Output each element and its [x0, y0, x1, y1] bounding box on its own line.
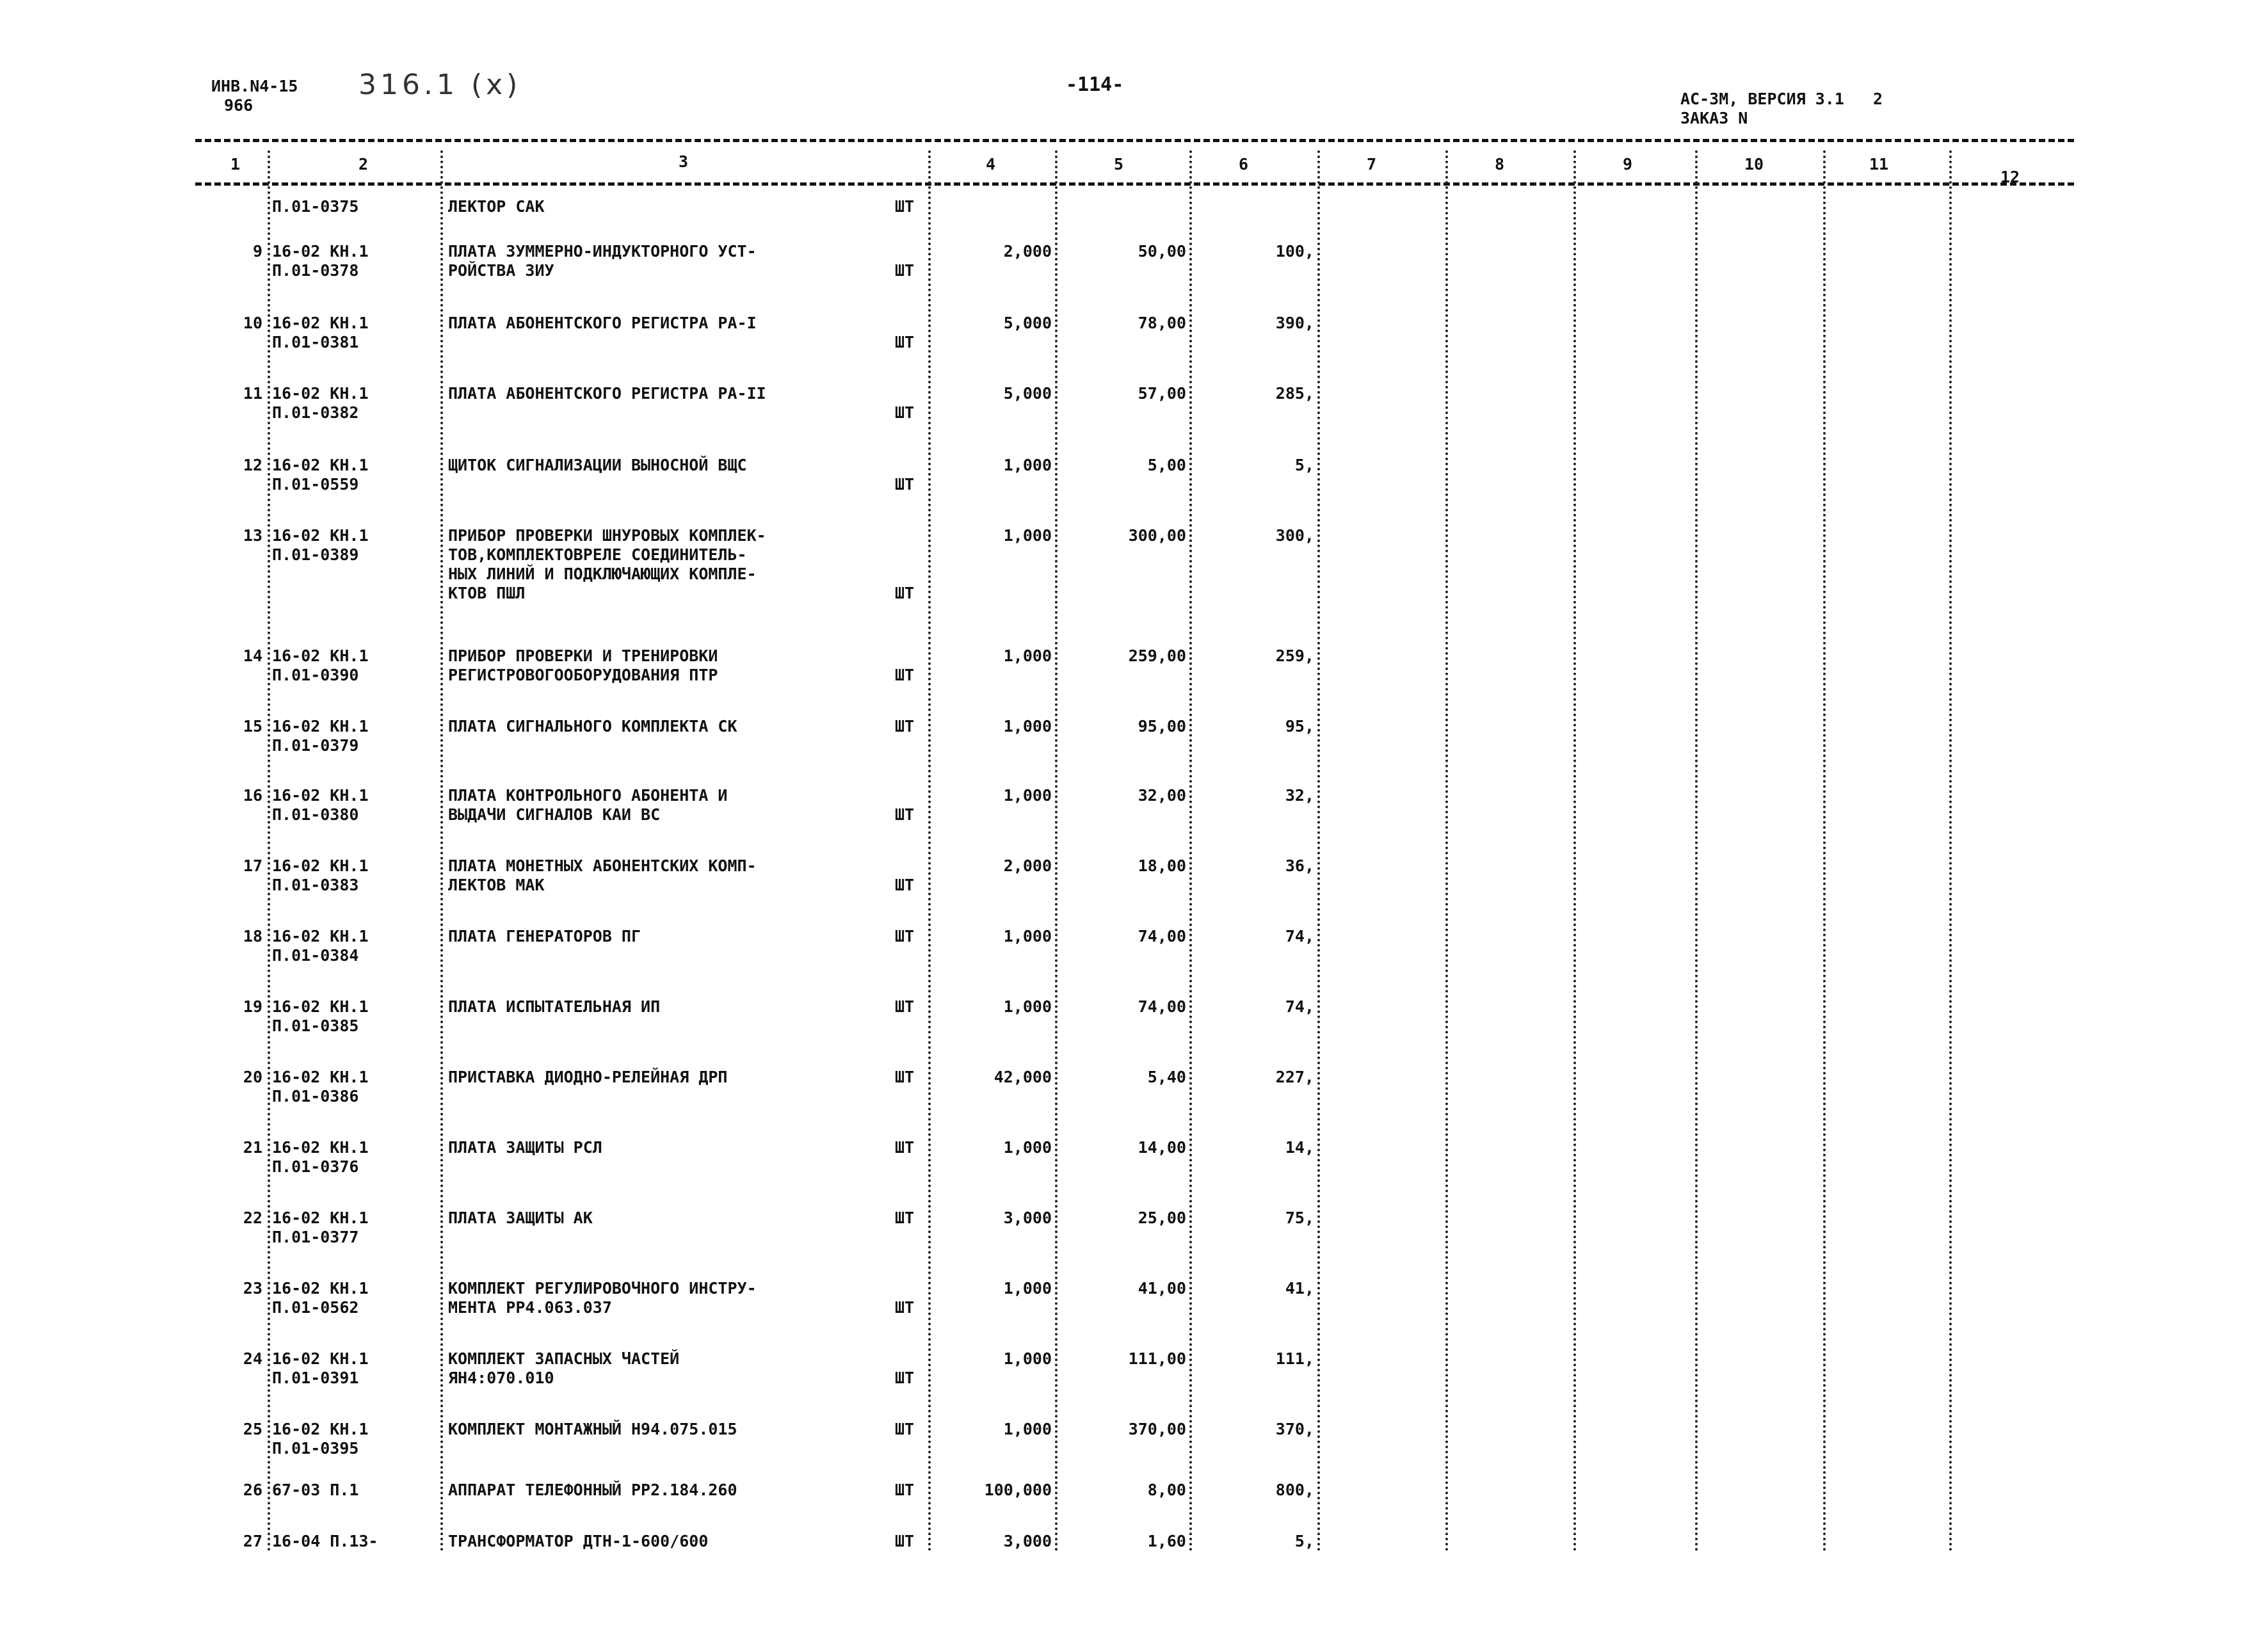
row-quantity: 1,000	[1003, 717, 1052, 736]
row-total: 111,	[1275, 1349, 1314, 1368]
row-code-2: П.01-0382	[272, 403, 359, 422]
row-code: 16-02 КН.1	[272, 314, 369, 332]
row-number: 20	[243, 1068, 262, 1086]
row-code: 16-02 КН.1	[272, 927, 369, 945]
row-unit: ШТ	[895, 1420, 915, 1438]
row-quantity: 1,000	[1003, 1279, 1052, 1298]
row-number: 16	[243, 786, 262, 805]
row-total: 75,	[1285, 1209, 1314, 1227]
row-name-line: ПЛАТА СИГНАЛЬНОГО КОМПЛЕКТА СК	[448, 717, 737, 736]
row-quantity: 1,000	[1003, 1349, 1052, 1368]
row-price: 50,00	[1138, 242, 1186, 261]
row-code: 67-03 П.1	[272, 1481, 359, 1499]
row-name-line: РЕГИСТРОВОГООБОРУДОВАНИЯ ПТР	[448, 666, 718, 684]
column-number: 7	[1367, 155, 1377, 173]
row-total: 74,	[1285, 927, 1314, 945]
carry-over-code: П.01-0375	[272, 197, 359, 216]
row-number: 25	[243, 1420, 262, 1438]
row-quantity: 2,000	[1003, 242, 1052, 261]
row-number: 19	[243, 997, 262, 1016]
doc-code: ИНВ.N4-15	[211, 77, 298, 95]
row-code: 16-02 КН.1	[272, 856, 369, 875]
row-code: 16-02 КН.1	[272, 647, 369, 665]
row-number: 26	[243, 1481, 262, 1499]
row-code-2: П.01-0380	[272, 805, 359, 824]
row-unit: ШТ	[895, 1369, 915, 1387]
row-name-line: ПЛАТА КОНТРОЛЬНОГО АБОНЕНТА И	[448, 786, 728, 805]
column-number: 2	[358, 155, 369, 173]
row-name-line: АППАРАТ ТЕЛЕФОННЫЙ РР2.184.260	[448, 1481, 737, 1499]
row-name-line: ПЛАТА ЗАЩИТЫ АК	[448, 1209, 593, 1227]
row-price: 300,00	[1128, 526, 1186, 545]
row-total: 300,	[1275, 526, 1314, 545]
row-code: 16-02 КН.1	[272, 1420, 369, 1438]
header-rule-top	[195, 139, 2074, 142]
row-name-line: ПЛАТА ЗУММЕРНО-ИНДУКТОРНОГО УСТ-	[448, 242, 757, 261]
row-price: 1,60	[1147, 1532, 1186, 1550]
row-total: 285,	[1275, 384, 1314, 403]
column-number: 6	[1239, 155, 1249, 173]
row-name-line: ПЛАТА ГЕНЕРАТОРОВ ПГ	[448, 927, 641, 945]
row-code-2: П.01-0395	[272, 1439, 359, 1458]
row-unit: ШТ	[895, 333, 915, 351]
row-name-line: ПЛАТА ЗАЩИТЫ РСЛ	[448, 1138, 602, 1157]
order-number: ЗАКАЗ N	[1680, 109, 1748, 127]
row-name-line: КОМПЛЕКТ ЗАПАСНЫХ ЧАСТЕЙ	[448, 1349, 680, 1368]
row-name-line: КОМПЛЕКТ МОНТАЖНЫЙ Н94.075.015	[448, 1420, 737, 1438]
row-code-2: П.01-0562	[272, 1298, 359, 1317]
column-number: 3	[679, 152, 689, 171]
doc-code-2: 966	[224, 96, 253, 115]
column-number: 9	[1623, 155, 1633, 173]
row-price: 57,00	[1138, 384, 1186, 403]
row-number: 27	[243, 1532, 262, 1550]
row-code-2: П.01-0379	[272, 736, 359, 755]
row-number: 23	[243, 1279, 262, 1298]
row-name-line: КТОВ ПШЛ	[448, 584, 526, 602]
column-separator	[1055, 150, 1058, 1552]
row-total: 5,	[1294, 456, 1314, 474]
row-quantity: 1,000	[1003, 1420, 1052, 1438]
row-unit: ШТ	[895, 1298, 915, 1317]
row-total: 95,	[1285, 717, 1314, 736]
row-price: 74,00	[1138, 927, 1186, 945]
row-total: 74,	[1285, 997, 1314, 1016]
row-code: 16-02 КН.1	[272, 1068, 369, 1086]
row-code-2: П.01-0385	[272, 1017, 359, 1035]
row-price: 111,00	[1128, 1349, 1186, 1368]
column-number: 12	[2000, 168, 2020, 186]
row-name-line: ПЛАТА ИСПЫТАТЕЛЬНАЯ ИП	[448, 997, 661, 1016]
row-code: 16-02 КН.1	[272, 717, 369, 736]
row-unit: ШТ	[895, 584, 915, 602]
row-quantity: 1,000	[1003, 1138, 1052, 1157]
row-code: 16-02 КН.1	[272, 384, 369, 403]
row-unit: ШТ	[895, 666, 915, 684]
row-name-line: ПЛАТА МОНЕТНЫХ АБОНЕНТСКИХ КОМП-	[448, 856, 757, 875]
row-unit: ШТ	[895, 1138, 915, 1157]
row-price: 41,00	[1138, 1279, 1186, 1298]
row-total: 41,	[1285, 1279, 1314, 1298]
row-code-2: П.01-0381	[272, 333, 359, 351]
column-separator	[440, 150, 443, 1552]
row-total: 32,	[1285, 786, 1314, 805]
row-number: 18	[243, 927, 262, 945]
row-code: 16-02 КН.1	[272, 1138, 369, 1157]
row-code-2: П.01-0386	[272, 1087, 359, 1105]
column-separator	[1445, 150, 1448, 1552]
row-name-line: ТОВ,КОМПЛЕКТОВРЕЛЕ СОЕДИНИТЕЛЬ-	[448, 545, 747, 564]
row-code: 16-02 КН.1	[272, 242, 369, 261]
row-code-2: П.01-0391	[272, 1369, 359, 1387]
column-separator	[1695, 150, 1698, 1552]
row-unit: ШТ	[895, 876, 915, 894]
column-number: 11	[1869, 155, 1889, 173]
row-name-line: МЕНТА РР4.063.037	[448, 1298, 612, 1317]
row-code-2: П.01-0390	[272, 666, 359, 684]
row-code-2: П.01-0378	[272, 261, 359, 280]
row-price: 259,00	[1128, 647, 1186, 665]
row-total: 227,	[1275, 1068, 1314, 1086]
row-name-line: КОМПЛЕКТ РЕГУЛИРОВОЧНОГО ИНСТРУ-	[448, 1279, 757, 1298]
row-quantity: 1,000	[1003, 456, 1052, 474]
row-name-line: ЩИТОК СИГНАЛИЗАЦИИ ВЫНОСНОЙ ВЩС	[448, 456, 747, 474]
row-price: 8,00	[1147, 1481, 1186, 1499]
row-total: 100,	[1275, 242, 1314, 261]
column-separator	[1823, 150, 1826, 1552]
row-code: 16-02 КН.1	[272, 786, 369, 805]
row-price: 32,00	[1138, 786, 1186, 805]
row-price: 5,00	[1147, 456, 1186, 474]
row-number: 14	[243, 647, 262, 665]
row-name-line: ПЛАТА АБОНЕНТСКОГО РЕГИСТРА РА-II	[448, 384, 766, 403]
row-code: 16-02 КН.1	[272, 997, 369, 1016]
column-number: 4	[986, 155, 996, 173]
row-price: 25,00	[1138, 1209, 1186, 1227]
row-name-line: ПРИСТАВКА ДИОДНО-РЕЛЕЙНАЯ ДРП	[448, 1068, 728, 1086]
row-quantity: 1,000	[1003, 997, 1052, 1016]
row-name-line: ТРАНСФОРМАТОР ДТН-1-600/600	[448, 1532, 709, 1550]
row-price: 14,00	[1138, 1138, 1186, 1157]
row-price: 370,00	[1128, 1420, 1186, 1438]
row-number: 12	[243, 456, 262, 474]
row-unit: ШТ	[895, 1209, 915, 1227]
row-total: 36,	[1285, 856, 1314, 875]
column-number: 10	[1744, 155, 1764, 173]
column-number: 8	[1495, 155, 1505, 173]
row-code-2: П.01-0384	[272, 946, 359, 965]
row-unit: ШТ	[895, 1532, 915, 1550]
row-quantity: 3,000	[1003, 1209, 1052, 1227]
program-version: АС-3М, ВЕРСИЯ 3.1 2	[1680, 90, 1883, 108]
row-unit: ШТ	[895, 997, 915, 1016]
row-number: 13	[243, 526, 262, 545]
page-number: -114-	[1066, 74, 1124, 96]
column-separator	[1317, 150, 1320, 1552]
row-total: 370,	[1275, 1420, 1314, 1438]
row-total: 390,	[1275, 314, 1314, 332]
carry-over-name: ЛЕКТОР САК	[448, 197, 545, 216]
row-price: 18,00	[1138, 856, 1186, 875]
row-total: 259,	[1275, 647, 1314, 665]
carry-over-unit: ШТ	[895, 197, 915, 216]
row-code: 16-02 КН.1	[272, 1209, 369, 1227]
row-quantity: 1,000	[1003, 927, 1052, 945]
row-name-line: НЫХ ЛИНИЙ И ПОДКЛЮЧАЮЩИХ КОМПЛЕ-	[448, 565, 757, 583]
row-quantity: 1,000	[1003, 786, 1052, 805]
row-quantity: 2,000	[1003, 856, 1052, 875]
row-total: 14,	[1285, 1138, 1314, 1157]
row-code: 16-02 КН.1	[272, 1279, 369, 1298]
row-unit: ШТ	[895, 261, 915, 280]
row-quantity: 1,000	[1003, 526, 1052, 545]
row-code-2: П.01-0559	[272, 475, 359, 494]
row-name-line: ЯН4:070.010	[448, 1369, 554, 1387]
row-total: 800,	[1275, 1481, 1314, 1499]
row-price: 95,00	[1138, 717, 1186, 736]
row-name-line: ПРИБОР ПРОВЕРКИ ШНУРОВЫХ КОМПЛЕК-	[448, 526, 766, 545]
row-number: 11	[243, 384, 262, 403]
row-code-2: П.01-0376	[272, 1157, 359, 1176]
row-number: 17	[243, 856, 262, 875]
row-price: 74,00	[1138, 997, 1186, 1016]
row-code: 16-02 КН.1	[272, 526, 369, 545]
row-quantity: 5,000	[1003, 314, 1052, 332]
row-number: 15	[243, 717, 262, 736]
column-separator	[1189, 150, 1192, 1552]
column-separator	[1573, 150, 1576, 1552]
row-unit: ШТ	[895, 805, 915, 824]
row-name-line: ПЛАТА АБОНЕНТСКОГО РЕГИСТРА РА-I	[448, 314, 757, 332]
row-quantity: 3,000	[1003, 1532, 1052, 1550]
row-code-2: П.01-0389	[272, 545, 359, 564]
header-rule-bottom	[195, 182, 2074, 186]
row-unit: ШТ	[895, 927, 915, 945]
column-separator	[928, 150, 931, 1552]
row-unit: ШТ	[895, 403, 915, 422]
row-price: 78,00	[1138, 314, 1186, 332]
row-unit: ШТ	[895, 1481, 915, 1499]
row-name-line: ВЫДАЧИ СИГНАЛОВ КАИ ВС	[448, 805, 661, 824]
row-unit: ШТ	[895, 717, 915, 736]
column-separator	[268, 150, 270, 1552]
column-separator	[1949, 150, 1952, 1552]
row-code-2: П.01-0377	[272, 1228, 359, 1246]
row-number: 9	[252, 242, 262, 261]
row-quantity: 1,000	[1003, 647, 1052, 665]
column-number: 1	[230, 155, 241, 173]
row-number: 21	[243, 1138, 262, 1157]
row-quantity: 100,000	[984, 1481, 1052, 1499]
row-code-2: П.01-0383	[272, 876, 359, 894]
row-number: 10	[243, 314, 262, 332]
row-unit: ШТ	[895, 1068, 915, 1086]
row-name-line: ЛЕКТОВ МАК	[448, 876, 545, 894]
row-name-line: РОЙСТВА ЗИУ	[448, 261, 554, 280]
row-quantity: 5,000	[1003, 384, 1052, 403]
row-code: 16-02 КН.1	[272, 456, 369, 474]
row-total: 5,	[1294, 1532, 1314, 1550]
column-number: 5	[1114, 155, 1124, 173]
row-quantity: 42,000	[993, 1068, 1052, 1086]
row-unit: ШТ	[895, 475, 915, 494]
row-name-line: ПРИБОР ПРОВЕРКИ И ТРЕНИРОВКИ	[448, 647, 718, 665]
row-code: 16-02 КН.1	[272, 1349, 369, 1368]
row-code: 16-04 П.13-	[272, 1532, 378, 1550]
row-price: 5,40	[1147, 1068, 1186, 1086]
handwritten-inventory-note: 316.1 (х)	[358, 68, 522, 101]
row-number: 24	[243, 1349, 262, 1368]
row-number: 22	[243, 1209, 262, 1227]
